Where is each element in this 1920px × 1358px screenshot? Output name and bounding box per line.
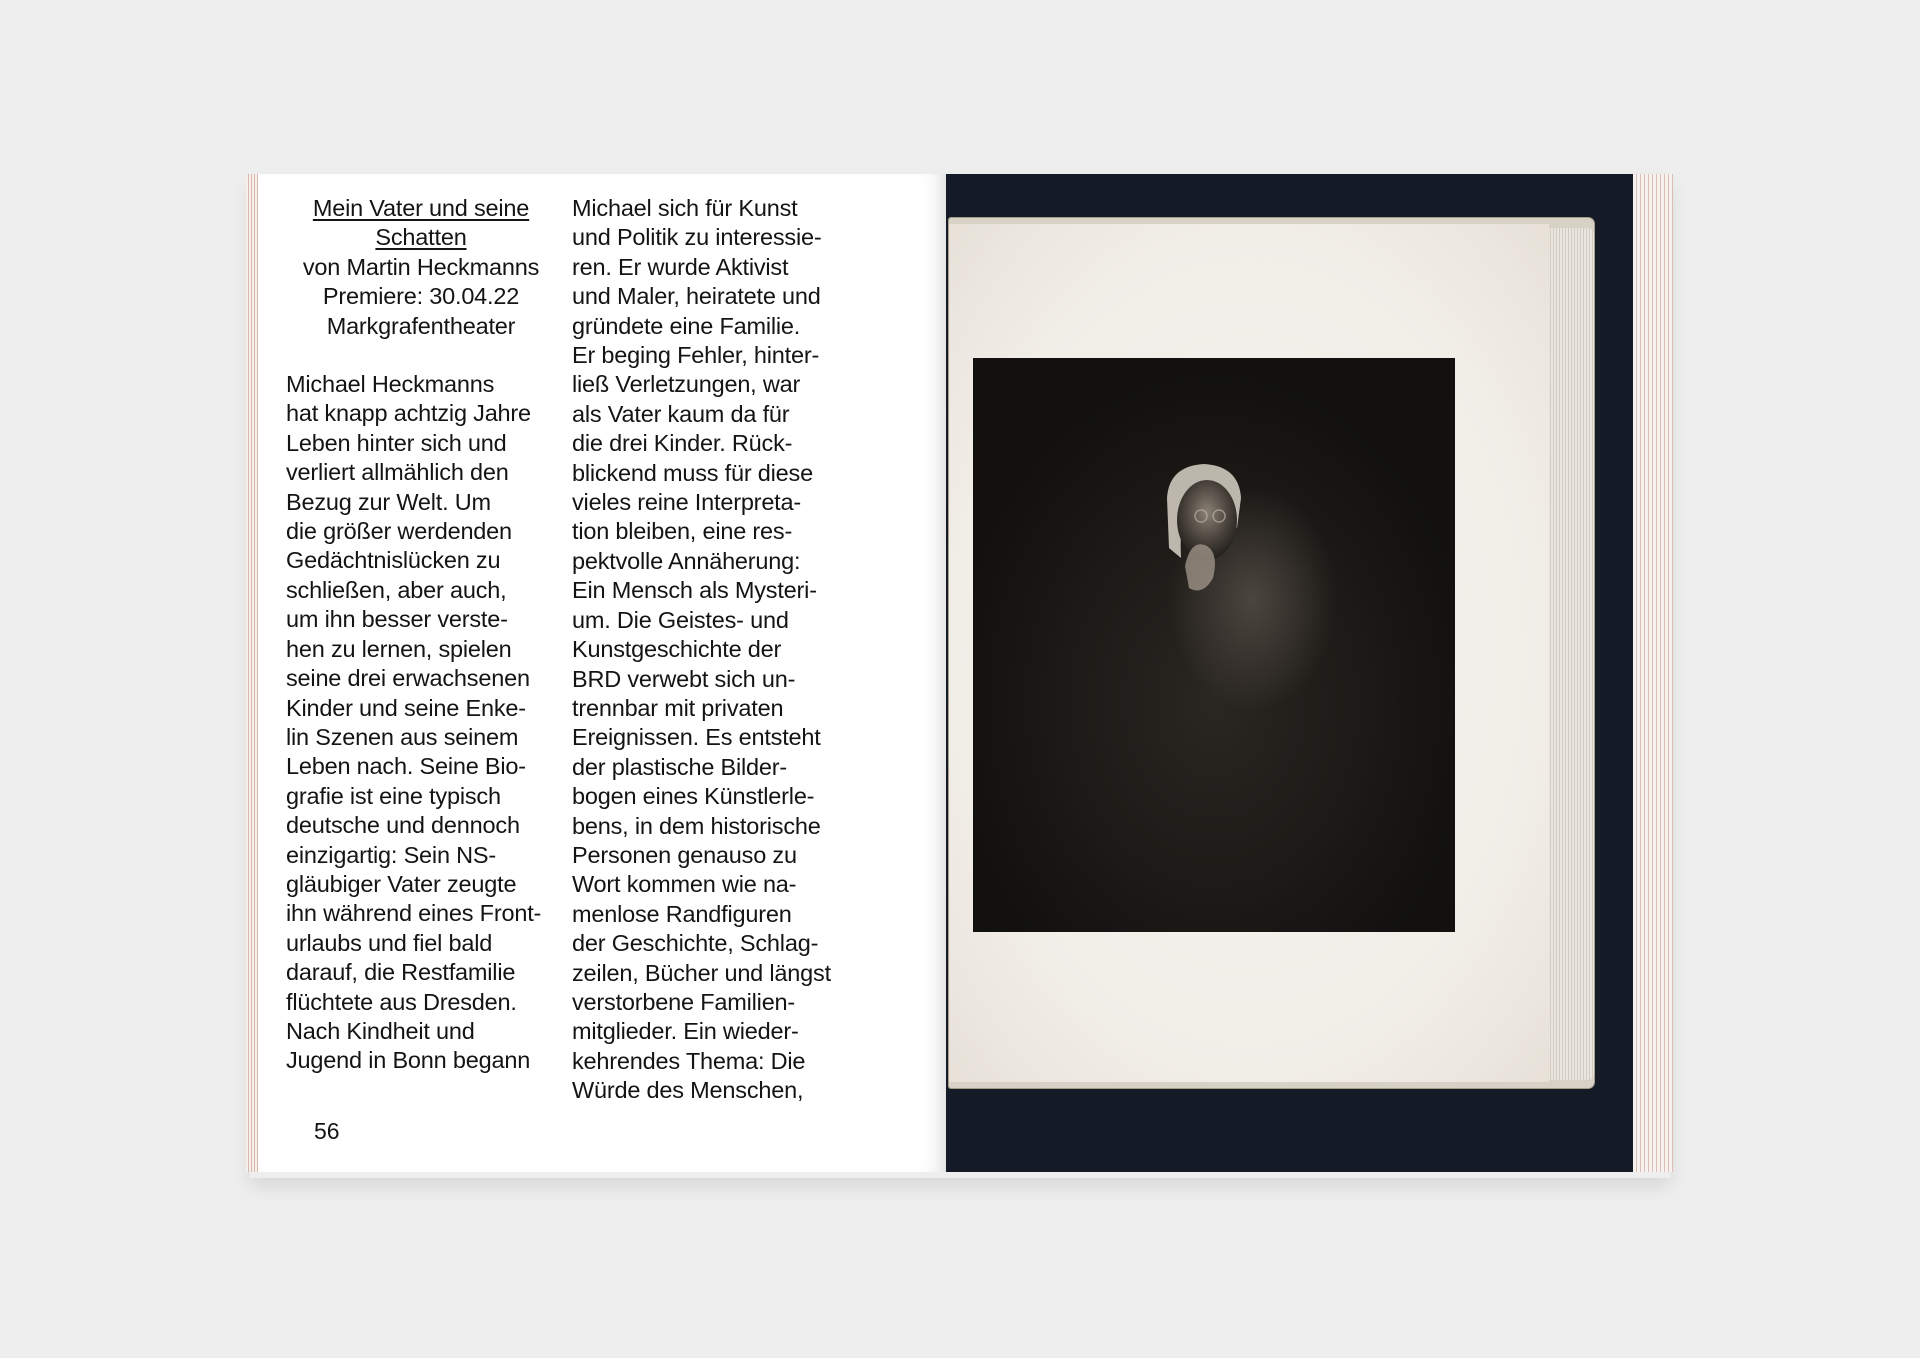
page-stack-right: [1633, 174, 1673, 1172]
page-stack-left: [246, 174, 258, 1172]
right-page: [946, 174, 1633, 1172]
body-text-column-1: Michael Heckmanns hat knapp achtzig Jahre Leben hinter sich und verliert allmählich den Bezug zur Welt. Um die größer werdenden Gedächtnislücken zu schließen, aber auch, um ihn besser verste- hen zu lernen, spielen seine drei erwachsenen Kinder und seine Enke- lin Szenen aus seinem Leben nach. Seine Bio- grafie ist eine typisch deutsche und dennoch einzigartig: Sein NS- gläubiger Vater zeugte ihn während eines Front- urlaubs und fiel bald darauf, die Restfamilie flüchtete aus Dresden. Nach Kindheit und Jugend in Bonn begann: [286, 371, 542, 1074]
photographed-book: [949, 218, 1594, 1088]
portrait-photograph: [973, 358, 1455, 932]
portrait-figure-icon: [1149, 458, 1259, 628]
play-author: von Martin Heckmanns: [302, 253, 540, 280]
text-column-1: [286, 194, 556, 1076]
book-page: [949, 224, 1549, 1082]
book-page-edges: [1548, 228, 1594, 1080]
venue: Markgrafentheater: [326, 312, 516, 339]
body-text-column-2: Michael sich für Kunst und Politik zu interessie- ren. Er wurde Aktivist und Maler, heiratete und gründete eine Familie. Er beging Fehler, hinter- ließ Verletzungen, war als Vater kaum da für die drei Kinder. Rück- blickend muss für diese vieles reine Interpreta- tion bleiben, eine res- pektvolle Annäherung: Ein Mensch als Mysteri- um. Die Geistes- und Kunstgeschichte der BRD verwebt sich un- trennbar mit privaten Ereignissen. Es entsteht der plastische Bilder- bogen eines Künstlerle- bens, in dem historische Personen genauso zu Wort kommen wie na- menlose Randfiguren der Geschichte, Schlag- zeilen, Bücher und längst verstorbene Familien- mitglieder. Ein wieder- kehrendes Thema: Die Würde des Menschen,: [572, 195, 831, 1104]
play-title: Mein Vater und seine Schatten: [312, 195, 530, 251]
page-number: 56: [314, 1118, 340, 1144]
left-page: [258, 174, 946, 1172]
text-column-2: [572, 194, 842, 1106]
heading-block: [286, 194, 556, 341]
premiere-date: Premiere: 30.04.22: [322, 283, 520, 310]
